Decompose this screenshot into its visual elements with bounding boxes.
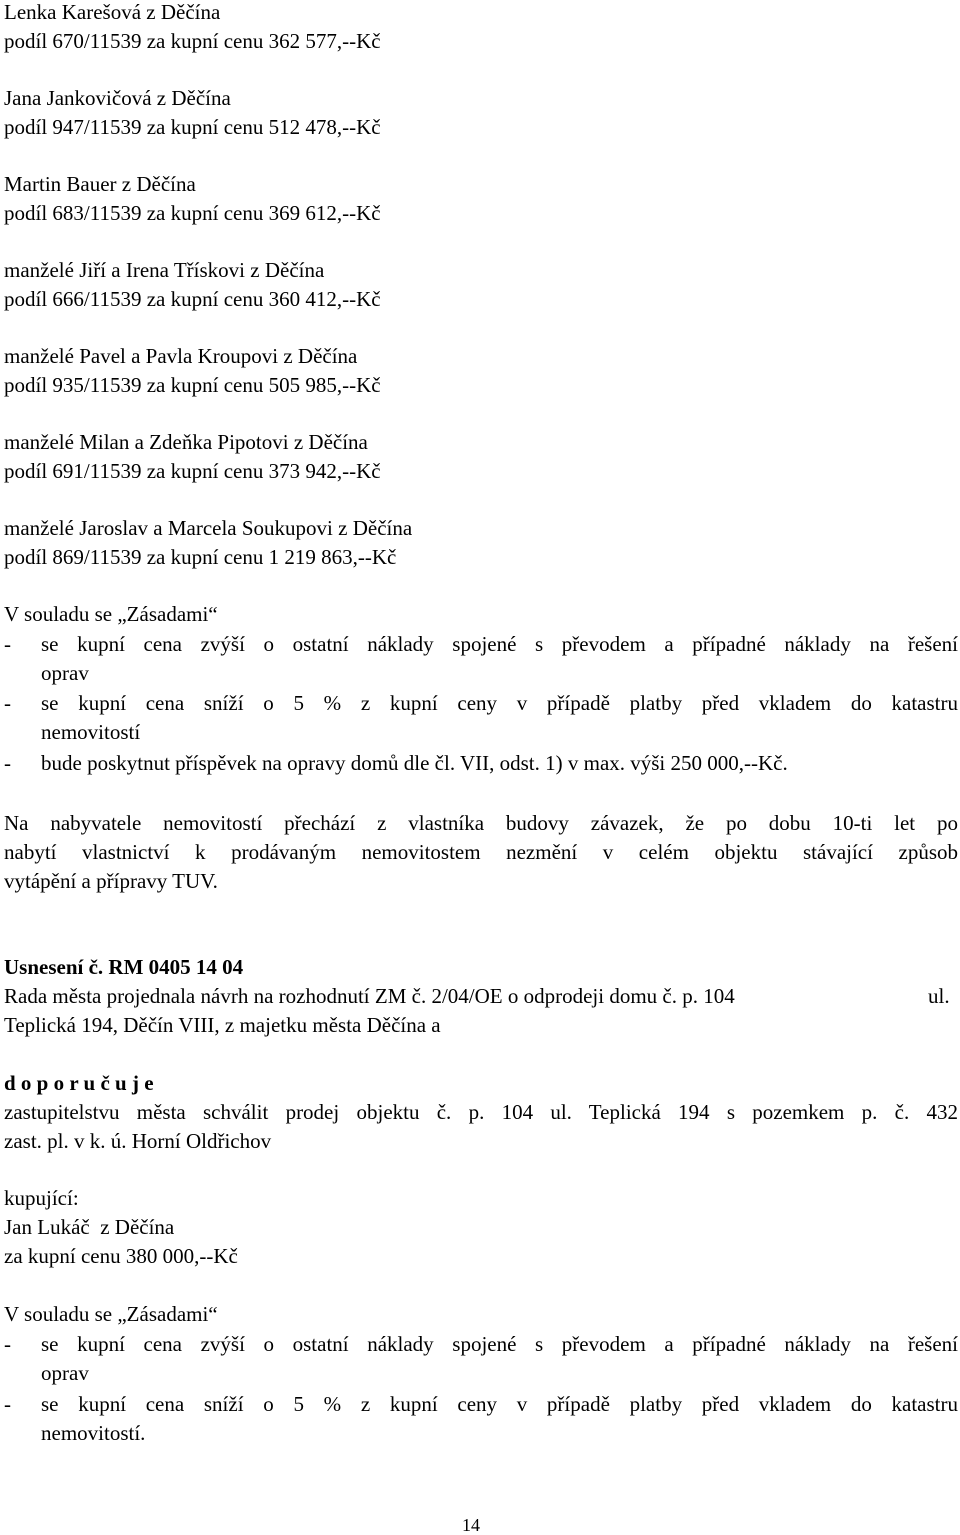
buyer-detail-6: podíl 691/11539 za kupní cenu 373 942,--Kč (4, 459, 381, 483)
list-dash: - (4, 1392, 11, 1416)
list-dash: - (4, 691, 11, 715)
buyer-detail-2: podíl 947/11539 za kupní cenu 512 478,--Kč (4, 115, 381, 139)
buyer-name-1: Lenka Karešová z Děčína (4, 0, 221, 24)
buyer-label: kupující: (4, 1186, 79, 1210)
list-item-text: bude poskytnut příspěvek na opravy domů dle čl. VII, odst. 1) v max. výši 250 000,--Kč. (41, 751, 788, 775)
obligation-line-2: nabytí vlastnictví k prodávaným nemovitostem nezmění v celém objektu stávající způsob (4, 840, 958, 864)
resolution-title-text: Usnesení č. RM 0405 14 04 (4, 955, 244, 979)
resolution-line-1-end: ul. (928, 984, 950, 1008)
buyer-detail-3: podíl 683/11539 za kupní cenu 369 612,--Kč (4, 201, 381, 225)
list-item-text-cont: nemovitostí (41, 720, 141, 744)
buyer-detail-5: podíl 935/11539 za kupní cenu 505 985,--Kč (4, 373, 381, 397)
list-item-text-cont: oprav (41, 1361, 89, 1385)
buyer-price: za kupní cenu 380 000,--Kč (4, 1244, 238, 1268)
buyer-name: Jan Lukáč z Děčína (4, 1215, 175, 1239)
buyer-name-4: manželé Jiří a Irena Třískovi z Děčína (4, 258, 325, 282)
resolution-title (4, 955, 243, 979)
page-number: 14 (462, 1515, 480, 1535)
list-item-text: se kupní cena sníží o 5 % z kupní ceny v případě platby před vkladem do katastru (41, 1392, 958, 1416)
buyer-detail-7: podíl 869/11539 za kupní cenu 1 219 863,--Kč (4, 545, 397, 569)
buyer-name-2: Jana Jankovičová z Děčína (4, 86, 231, 110)
obligation-line-1: Na nabyvatele nemovitostí přechází z vlastníka budovy závazek, že po dobu 10-ti let po (4, 811, 958, 835)
recommend-heading (4, 1071, 154, 1095)
list-dash: - (4, 751, 11, 775)
principles-heading-2: V souladu se „Zásadami“ (4, 1302, 218, 1326)
buyer-detail-4: podíl 666/11539 za kupní cenu 360 412,--Kč (4, 287, 381, 311)
buyer-name-5: manželé Pavel a Pavla Kroupovi z Děčína (4, 344, 358, 368)
recommend-heading-text: d o p o r u č u j e (4, 1071, 154, 1095)
buyer-detail-1: podíl 670/11539 za kupní cenu 362 577,--Kč (4, 29, 381, 53)
list-item-text: se kupní cena sníží o 5 % z kupní ceny v případě platby před vkladem do katastru (41, 691, 958, 715)
list-item-text-cont: nemovitostí. (41, 1421, 146, 1445)
buyer-name-7: manželé Jaroslav a Marcela Soukupovi z Děčína (4, 516, 413, 540)
buyer-name-3: Martin Bauer z Děčína (4, 172, 196, 196)
resolution-line-1: Rada města projednala návrh na rozhodnutí ZM č. 2/04/OE o odprodeji domu č. p. 104 (4, 984, 735, 1008)
resolution-line-2: Teplická 194, Děčín VIII, z majetku města Děčína a (4, 1013, 441, 1037)
list-dash: - (4, 632, 11, 656)
recommend-line-2: zast. pl. v k. ú. Horní Oldřichov (4, 1129, 272, 1153)
list-item-text: se kupní cena zvýší o ostatní náklady spojené s převodem a případné náklady na řešení (41, 1332, 958, 1356)
list-item-text-cont: oprav (41, 661, 89, 685)
obligation-line-3: vytápění a přípravy TUV. (4, 869, 218, 893)
list-item-text: se kupní cena zvýší o ostatní náklady spojené s převodem a případné náklady na řešení (41, 632, 958, 656)
buyer-name-6: manželé Milan a Zdeňka Pipotovi z Děčína (4, 430, 368, 454)
list-dash: - (4, 1332, 11, 1356)
recommend-line-1: zastupitelstvu města schválit prodej objektu č. p. 104 ul. Teplická 194 s pozemkem p. č. 432 (4, 1100, 958, 1124)
principles-heading: V souladu se „Zásadami“ (4, 602, 218, 626)
